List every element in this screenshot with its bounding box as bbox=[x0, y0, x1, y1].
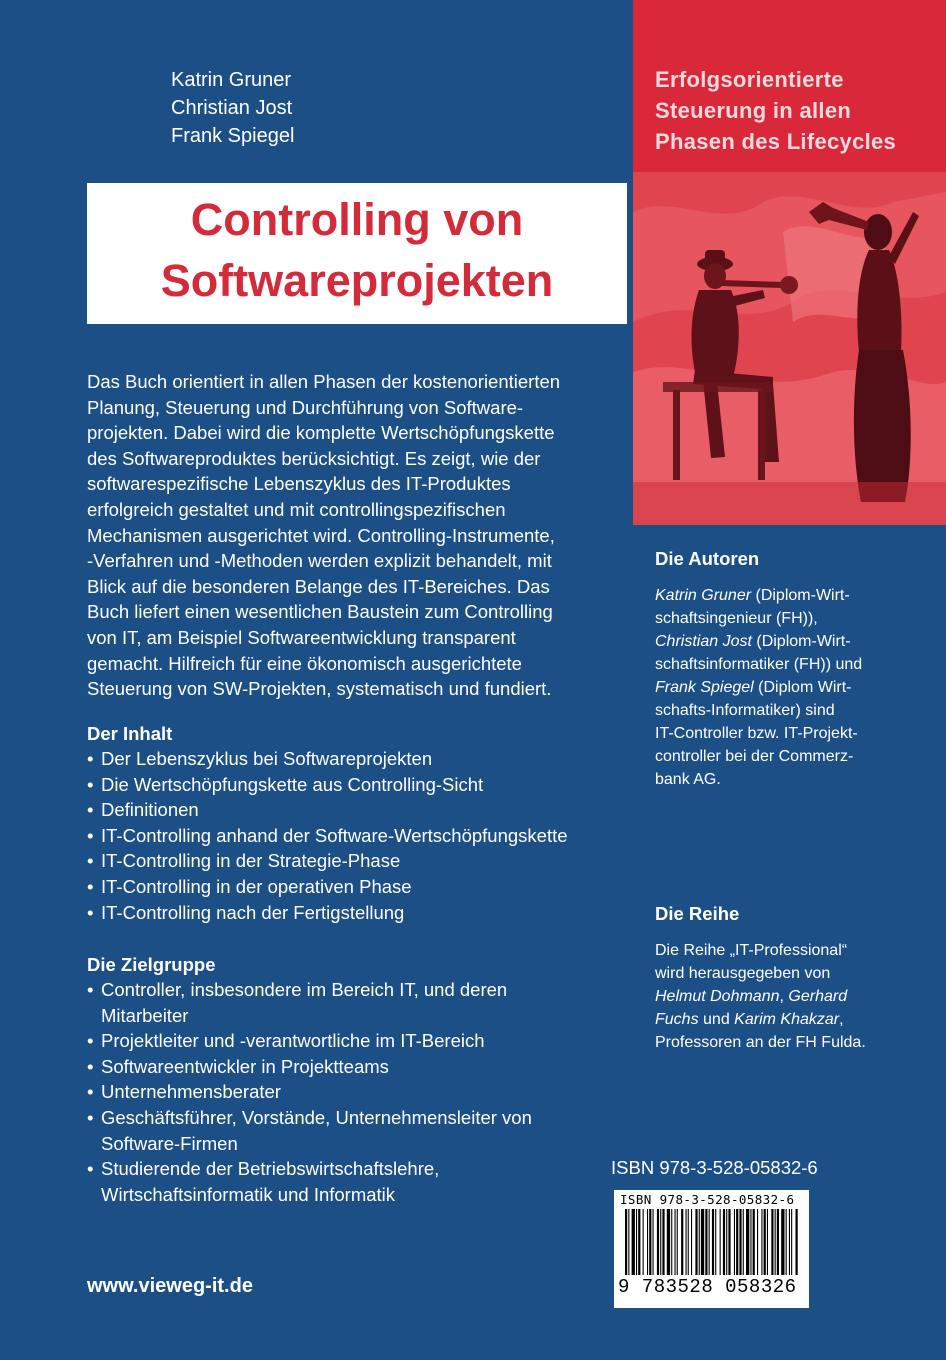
bullet: • bbox=[87, 773, 94, 795]
list-item-text: Softwareentwickler in Projektteams bbox=[101, 1055, 389, 1077]
red-panel bbox=[633, 0, 946, 525]
bullet: • bbox=[87, 824, 94, 846]
barcode-digits: 9 783528 058326 bbox=[618, 1276, 797, 1298]
author-name-italic: Katrin Gruner bbox=[655, 587, 752, 604]
list-item bbox=[87, 1105, 532, 1131]
author-name: Christian Jost bbox=[171, 97, 293, 119]
editor-name-italic: Fuchs bbox=[655, 1011, 699, 1028]
list-item-text: Geschäftsführer, Vorstände, Unternehmensleiter von bbox=[101, 1106, 532, 1128]
bullet: • bbox=[87, 1106, 94, 1128]
author-name-italic: Frank Spiegel bbox=[655, 679, 754, 696]
reihe-sep: und bbox=[698, 1011, 735, 1028]
list-item-text: Der Lebenszyklus bei Softwareprojekten bbox=[101, 748, 433, 769]
list-item bbox=[87, 1054, 532, 1080]
reihe-line: Die Reihe „IT-Professional“ bbox=[655, 942, 848, 959]
list-item bbox=[87, 746, 568, 772]
autoren-line: schaftsingenieur (FH)), bbox=[655, 610, 818, 627]
tagline-line: Steuerung in allen bbox=[655, 98, 852, 123]
autoren-line: controller bei der Commerz- bbox=[655, 748, 854, 765]
list-item bbox=[87, 1079, 532, 1105]
editor-name-italic: Karim Khakzar bbox=[734, 1011, 840, 1028]
description bbox=[87, 369, 627, 702]
author-name: Katrin Gruner bbox=[171, 69, 292, 91]
publisher-url[interactable]: www.vieweg-it.de bbox=[87, 1275, 253, 1297]
description-line: Buch liefert einen wesentlichen Baustein zum Controlling bbox=[87, 601, 553, 623]
reihe-sep: , bbox=[779, 988, 789, 1005]
autoren-line: schafts-Informatiker) sind bbox=[655, 702, 835, 719]
author-name: Frank Spiegel bbox=[171, 125, 295, 147]
description-line: gemacht. Hilfreich für eine ökonomisch ausgerichtete bbox=[87, 652, 522, 674]
bullet: • bbox=[87, 850, 94, 872]
bullet: • bbox=[87, 748, 94, 769]
description-line: von IT, am Beispiel Softwareentwicklung transparent bbox=[87, 626, 516, 648]
list-item-text: IT-Controlling nach der Fertigstellung bbox=[101, 901, 405, 923]
bullet: • bbox=[87, 979, 94, 1000]
list-item bbox=[87, 797, 568, 823]
autoren-heading: Die Autoren bbox=[655, 548, 760, 569]
description-line: Planung, Steuerung und Durchführung von Software- bbox=[87, 396, 524, 418]
list-item bbox=[87, 848, 568, 874]
editor-name-italic: Gerhard bbox=[788, 988, 848, 1005]
list-item-text: IT-Controlling anhand der Software-Wertschöpfungskette bbox=[101, 824, 568, 846]
bullet: • bbox=[87, 1081, 94, 1103]
editor-name-italic: Helmut Dohmann bbox=[655, 988, 780, 1005]
author-name-italic: Christian Jost bbox=[655, 633, 752, 650]
autoren-text bbox=[655, 584, 862, 791]
description-line: Das Buch orientiert in allen Phasen der kostenorientierten bbox=[87, 371, 561, 392]
title-box bbox=[87, 183, 627, 324]
autoren-line: (Diplom-Wirt- bbox=[751, 587, 850, 604]
bullet: • bbox=[87, 875, 94, 897]
tagline bbox=[655, 64, 896, 157]
barcode-bars bbox=[619, 1209, 804, 1279]
tagline-line: Phasen des Lifecycles bbox=[655, 129, 897, 154]
musicians-photo bbox=[633, 172, 946, 525]
barcode-isbn-text: ISBN 978-3-528-05832-6 bbox=[620, 1192, 795, 1207]
bullet: • bbox=[87, 1055, 94, 1077]
book-title-line2: Softwareprojekten bbox=[160, 255, 554, 306]
list-item bbox=[87, 1028, 532, 1054]
zielgruppe-heading: Die Zielgruppe bbox=[87, 954, 216, 975]
tagline-line: Erfolgsorientierte bbox=[655, 67, 844, 92]
description-line: Steuerung von SW-Projekten, systematisch und fundiert. bbox=[87, 678, 552, 700]
list-item-continuation: Wirtschaftsinformatik und Informatik bbox=[101, 1183, 396, 1205]
list-item-text: Controller, insbesondere im Bereich IT, und deren bbox=[101, 979, 508, 1000]
description-line: -Verfahren und -Methoden werden explizit behandelt, mit bbox=[87, 550, 552, 572]
autoren-line: (Diplom Wirt- bbox=[753, 679, 852, 696]
isbn-label: ISBN 978-3-528-05832-6 bbox=[611, 1157, 818, 1178]
list-item bbox=[87, 977, 532, 1003]
autoren-line: IT-Controller bzw. IT-Projekt- bbox=[655, 725, 858, 742]
list-item bbox=[87, 1156, 532, 1182]
inhalt-heading: Der Inhalt bbox=[87, 723, 173, 744]
autoren-line: schaftsinformatiker (FH)) und bbox=[655, 656, 863, 673]
bullet: • bbox=[87, 1030, 94, 1052]
description-line: Blick auf die besonderen Belange des IT-Bereiches. Das bbox=[87, 575, 550, 597]
bullet: • bbox=[87, 799, 94, 821]
list-item-text: Definitionen bbox=[101, 799, 199, 821]
reihe-text bbox=[655, 939, 866, 1054]
zielgruppe-list bbox=[87, 977, 532, 1207]
autoren-line: bank AG. bbox=[655, 771, 721, 788]
list-item-text: IT-Controlling in der operativen Phase bbox=[101, 875, 412, 897]
reihe-line: Professoren an der FH Fulda. bbox=[655, 1034, 866, 1051]
list-item bbox=[87, 874, 568, 900]
list-item bbox=[87, 772, 568, 798]
description-line: des Softwareproduktes berücksichtigt. Es zeigt, wie der bbox=[87, 447, 541, 469]
list-item-text: Studierende der Betriebswirtschaftslehre, bbox=[101, 1158, 440, 1180]
reihe-sep: , bbox=[839, 1011, 844, 1028]
bullet: • bbox=[87, 901, 94, 923]
inhalt-list bbox=[87, 746, 568, 925]
description-line: Mechanismen ausgerichtet wird. Controlling-Instrumente, bbox=[87, 524, 555, 546]
reihe-heading: Die Reihe bbox=[655, 903, 740, 924]
description-line: softwarespezifische Lebenszyklus des IT-Produktes bbox=[87, 473, 511, 495]
list-item-text: IT-Controlling in der Strategie-Phase bbox=[101, 850, 401, 872]
reihe-line: wird herausgegeben von bbox=[655, 965, 831, 982]
barcode bbox=[614, 1190, 809, 1308]
list-item-text: Die Wertschöpfungskette aus Controlling-Sicht bbox=[101, 773, 484, 795]
book-title-line1: Controlling von bbox=[190, 194, 524, 245]
authors-block bbox=[171, 66, 294, 150]
description-line: projekten. Dabei wird die komplette Wertschöpfungskette bbox=[87, 422, 555, 444]
list-item bbox=[87, 823, 568, 849]
list-item-text: Projektleiter und -verantwortliche im IT-Bereich bbox=[101, 1030, 485, 1052]
list-item-continuation: Software-Firmen bbox=[101, 1132, 238, 1154]
list-item bbox=[87, 900, 568, 926]
bullet: • bbox=[87, 1158, 94, 1180]
description-line: erfolgreich gestaltet und mit controllingspezifischen bbox=[87, 498, 506, 520]
list-item-text: Unternehmensberater bbox=[101, 1081, 281, 1103]
list-item-continuation: Mitarbeiter bbox=[101, 1004, 189, 1026]
autoren-line: (Diplom-Wirt- bbox=[751, 633, 851, 650]
